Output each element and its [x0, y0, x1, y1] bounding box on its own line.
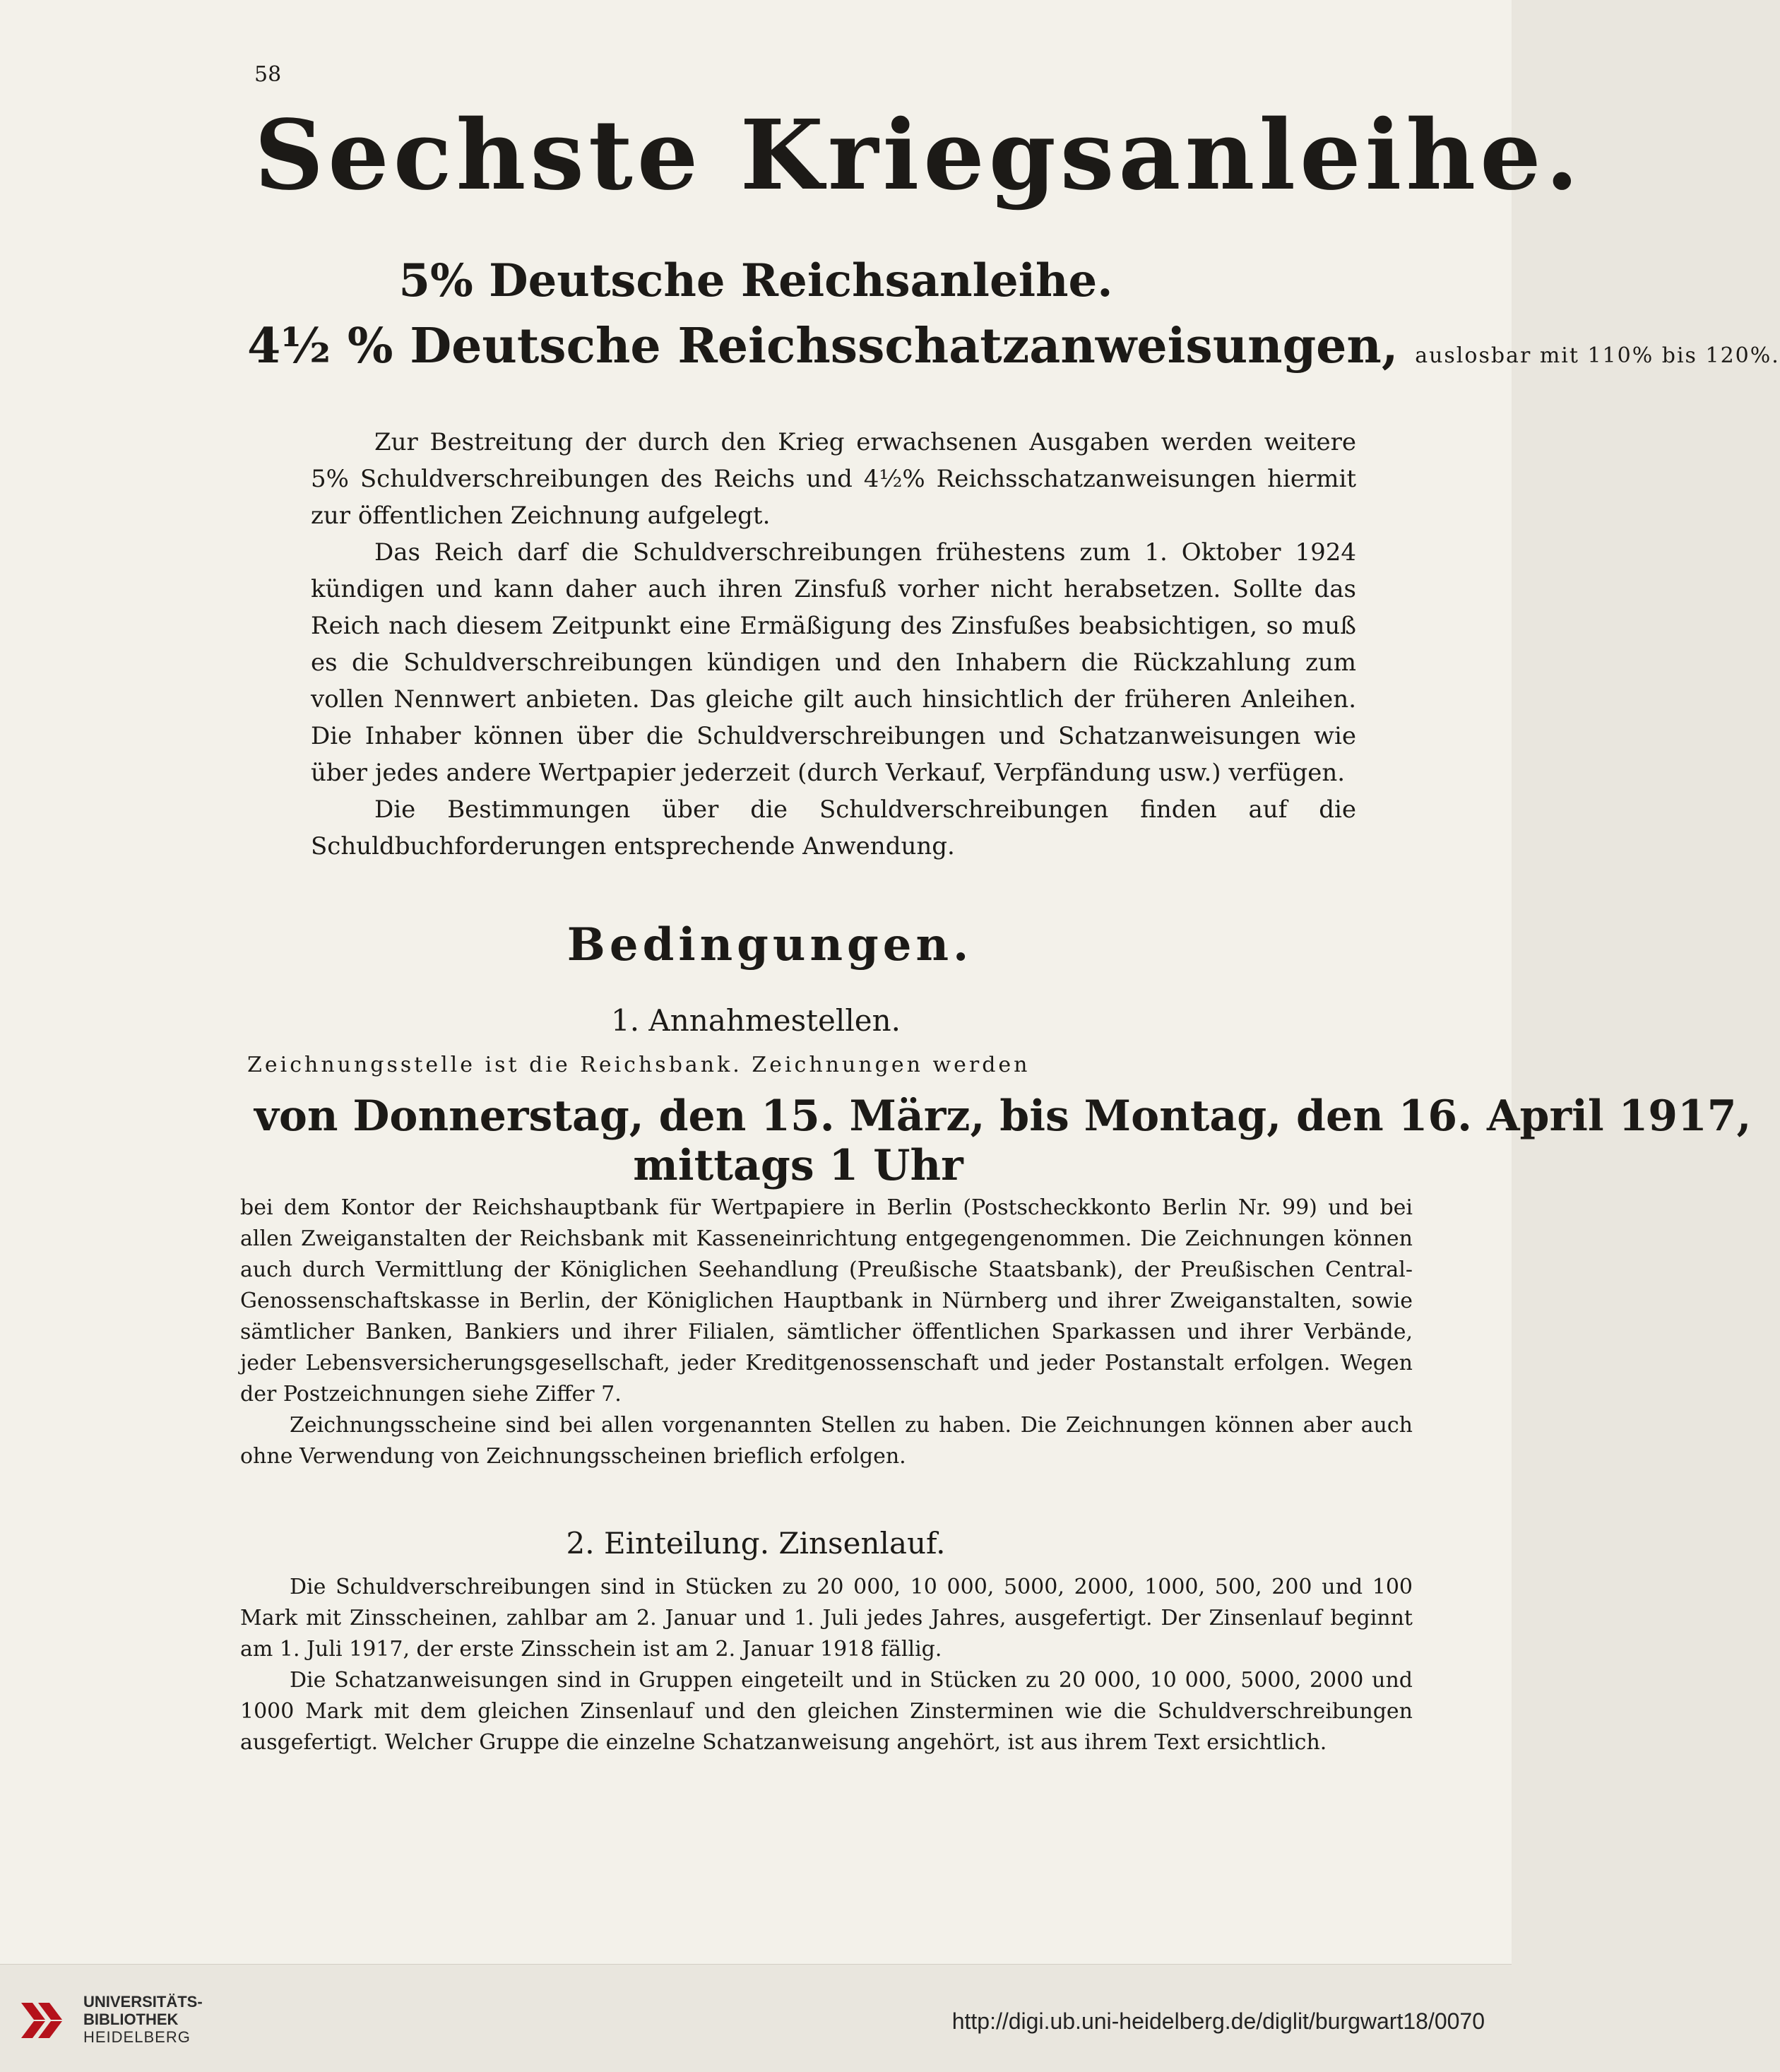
subscription-period: von Donnerstag, den 15. März, bis Montag, den 16. April 1917,	[254, 1091, 1752, 1141]
intro-paragraph: Das Reich darf die Schuldverschreibungen frühestens zum 1. Oktober 1924 kündigen und kann daher auch ihren Zinsfuß vorher nicht herabsetzen. Sollte das Reich nach diesem Zeitpunkt eine Ermäßigung des Zinsfußes beabsichtigen, so muß es die Schuldverschreibungen kündigen und den Inhabern die Rückzahlung zum vollen Nennwert anbieten. Das gleiche gilt auch hinsichtlich der früheren Anleihen. Die Inhaber können über die Schuldverschreibungen und Schatzanweisungen wie über jedes andere Wertpapier jederzeit (durch Verkauf, Verpfändung usw.) verfügen.	[311, 538, 1356, 787]
section-body	[240, 1192, 1413, 1472]
body-paragraph: bei dem Kontor der Reichshauptbank für Wertpapiere in Berlin (Postscheckkonto Berlin Nr. 99) und bei allen Zweiganstalten der Reichsbank mit Kasseneinrichtung entgegengenommen. Die Zeichnungen können auch durch Vermittlung der Königlichen Seehandlung (Preußische Staatsbank), der Preußischen Central-Genossenschaftskasse in Berlin, der Königlichen Hauptbank in Nürnberg und ihrer Zweiganstalten, sowie sämtlicher Banken, Bankiers und ihrer Filialen, sämtlicher öffentlichen Sparkassen und ihrer Verbände, jeder Lebensversicherungsgesellschaft, jeder Kreditgenossenschaft und jeder Postanstalt erfolgen. Wegen der Postzeichnungen siehe Ziffer 7.	[240, 1195, 1413, 1407]
viewer-footer	[0, 1964, 1512, 2072]
section-body	[240, 1572, 1413, 1758]
library-name	[83, 1993, 203, 2046]
subtitle-schatzanweisungen-suffix: auslosbar mit 110% bis 120%.	[1415, 343, 1780, 368]
subtitle-schatzanweisungen-main: 4½ % Deutsche Reichsschatzanweisungen,	[247, 318, 1399, 374]
library-name-line: HEIDELBERG	[83, 2028, 191, 2046]
body-paragraph: Die Schatzanweisungen sind in Gruppen eingeteilt und in Stücken zu 20 000, 10 000, 5000, 2000 und 1000 Mark mit dem gleichen Zinsenlauf und den gleichen Zinsterminen wie die Schuldverschreibungen ausgefertigt. Welcher Gruppe die einzelne Schatzanweisung angehört, ist aus ihrem Text ersichtlich.	[240, 1668, 1413, 1755]
subtitle-schatzanweisungen	[247, 318, 1780, 374]
intro-paragraph: Zur Bestreitung der durch den Krieg erwachsenen Ausgaben werden weitere 5% Schuldverschreibungen des Reichs und 4½% Reichsschatzanweisungen hiermit zur öffentlichen Zeichnung aufgelegt.	[311, 428, 1356, 530]
section-lead: Zeichnungsstelle ist die Reichsbank. Zeichnungen werden	[247, 1053, 1031, 1077]
page-title: Sechste Kriegsanleihe.	[254, 99, 1584, 212]
permalink-url[interactable]: http://digi.ub.uni-heidelberg.de/diglit/burgwart18/0070	[951, 2008, 1485, 2034]
library-name-line: BIBLIOTHEK	[83, 2011, 179, 2028]
library-logo-icon[interactable]	[17, 1999, 73, 2042]
subscription-deadline: mittags 1 Uhr	[633, 1141, 963, 1190]
library-name-line: UNIVERSITÄTS-	[83, 1993, 203, 2011]
body-paragraph: Zeichnungsscheine sind bei allen vorgenannten Stellen zu haben. Die Zeichnungen können aber auch ohne Verwendung von Zeichnungsscheinen brieflich erfolgen.	[240, 1413, 1413, 1469]
section-heading-einteilung: 2. Einteilung. Zinsenlauf.	[566, 1526, 946, 1561]
page-number: 58	[254, 62, 282, 87]
intro-paragraph: Die Bestimmungen über die Schuldverschreibungen finden auf die Schuldbuchforderungen entsprechende Anwendung.	[311, 795, 1356, 860]
intro-text	[311, 424, 1356, 865]
subtitle-reichsanleihe: 5% Deutsche Reichsanleihe.	[398, 254, 1113, 307]
section-heading-annahmestellen: 1. Annahmestellen.	[610, 1003, 901, 1038]
conditions-title: Bedingungen.	[566, 918, 973, 971]
body-paragraph: Die Schuldverschreibungen sind in Stücken zu 20 000, 10 000, 5000, 2000, 1000, 500, 200 und 100 Mark mit Zinsscheinen, zahlbar am 2. Januar und 1. Juli jedes Jahres, ausgefertigt. Der Zinsenlauf beginnt am 1. Juli 1917, der erste Zinsschein ist am 2. Januar 1918 fällig.	[240, 1575, 1413, 1662]
